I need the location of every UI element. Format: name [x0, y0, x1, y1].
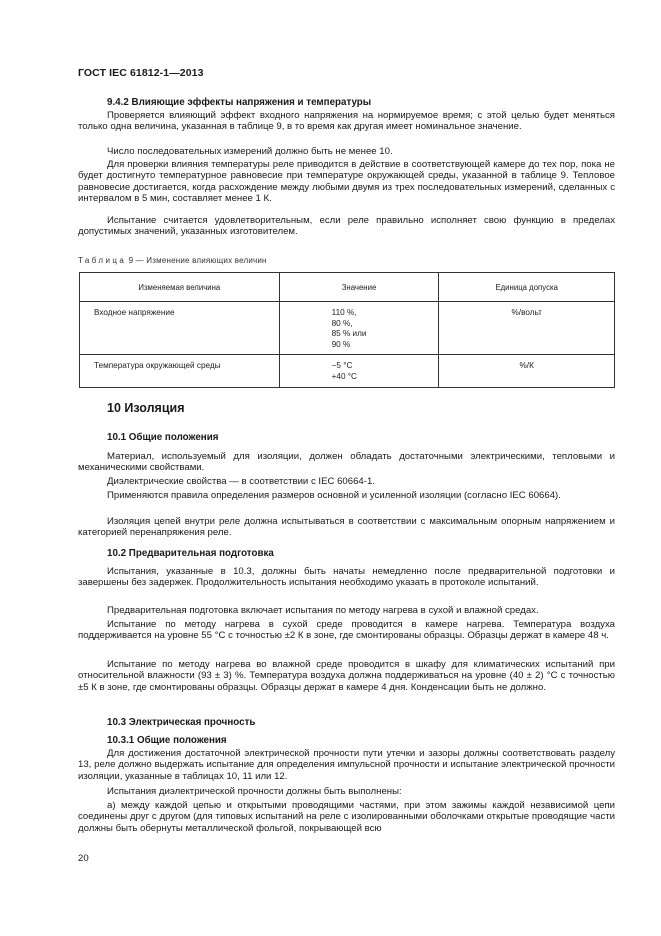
- table-row: [80, 355, 615, 387]
- document-header: ГОСТ IEC 61812-1—2013: [78, 67, 204, 79]
- table-cell-unit: %/вольт: [439, 302, 615, 355]
- table-caption-word: Таблица: [78, 256, 127, 265]
- table-caption: [78, 256, 267, 265]
- paragraph: Проверяется влияющий эффект входного напряжения на нормируемое время; с этой целью будет меняться только одна величина, указанная в таблице 9, в то время как другая имеет номинальное значение.: [78, 110, 615, 133]
- table-row: [80, 302, 615, 355]
- paragraph: Применяются правила определения размеров основной и усиленной изоляции (согласно IEC 60664).: [107, 490, 561, 501]
- table-caption-text: 9 — Изменение влияющих величин: [128, 256, 267, 265]
- section-10-title: 10 Изоляция: [107, 401, 185, 415]
- table-cell-values: [279, 302, 439, 355]
- section-9-4-2-title: 9.4.2 Влияющие эффекты напряжения и температуры: [107, 97, 372, 108]
- paragraph: Предварительная подготовка включает испытания по методу нагрева в сухой и влажной средах.: [107, 605, 539, 616]
- section-10-3-1-title: 10.3.1 Общие положения: [107, 735, 227, 746]
- table-header-cell: Значение: [279, 273, 439, 302]
- paragraph: Испытание считается удовлетворительным, если реле правильно исполняет свою функцию в пределах допустимых значений, указанных изготовителем.: [78, 215, 615, 238]
- table-cell-values: [279, 355, 439, 387]
- paragraph: а) между каждой цепью и открытыми проводящими частями, при этом зажимы каждой независимой цепи соединены друг с другом (для типовых испытаний на реле с изолированными оболочками открытые проводящие части должны быть обернуты металлической фольгой, покрывающей всю: [78, 800, 615, 834]
- value-line: 80 %,: [331, 318, 353, 328]
- value-line: +40 °С: [331, 371, 357, 381]
- paragraph: Число последовательных измерений должно быть не менее 10.: [107, 146, 393, 157]
- page-number: 20: [78, 853, 89, 864]
- paragraph: Испытания, указанные в 10.3, должны быть начаты немедленно после предварительной подготовки и завершены без задержек. Продолжительность испытания необходимо указать в протоколе испытаний.: [78, 566, 615, 589]
- paragraph: Изоляция цепей внутри реле должна испытываться в соответствии с максимальным опорным напряжением и категорией перенапряжения реле.: [78, 516, 615, 539]
- table-header-cell: Единица допуска: [439, 273, 615, 302]
- paragraph: Испытание по методу нагрева в сухой среде проводится в камере нагрева. Температура воздуха поддерживается на уровне 55 °С с точностью ±2 К в зоне, где смонтированы образцы. Образцы держат в камере 48 ч.: [78, 619, 615, 642]
- paragraph: Для проверки влияния температуры реле приводится в действие в соответствующей камере до тех пор, пока не будет достигнуто температурное равновесие при температуре окружающей среды, указанной в таблице 9. Тепловое равновесие достигается, когда расхождение между любыми двумя из трех последовательных измерений, сделанных с интервалом в 5 мин, составляет менее 1 К.: [78, 159, 615, 205]
- section-10-3-title: 10.3 Электрическая прочность: [107, 717, 256, 728]
- value-line: 90 %: [331, 339, 351, 349]
- table-header-row: [80, 273, 615, 302]
- paragraph: Для достижения достаточной электрической прочности пути утечки и зазоры должны соответствовать разделу 13, реле должно выдержать испытание для определения импульсной прочности и испытание электрической прочности изоляции, указанные в таблицах 10, 11 или 12.: [78, 748, 615, 782]
- section-10-1-title: 10.1 Общие положения: [107, 432, 219, 443]
- table-header-cell: Изменяемая величина: [80, 273, 280, 302]
- value-line: 85 % или: [331, 329, 367, 339]
- table-9: [79, 272, 615, 388]
- table-cell-name: Входное напряжение: [80, 302, 280, 355]
- paragraph: Испытания диэлектрической прочности должны быть выполнены:: [107, 786, 402, 797]
- table-cell-unit: %/К: [439, 355, 615, 387]
- table-cell-name: Температура окружающей среды: [80, 355, 280, 387]
- value-line: −5 °С: [331, 361, 353, 371]
- section-10-2-title: 10.2 Предварительная подготовка: [107, 548, 274, 559]
- paragraph: Диэлектрические свойства — в соответствии с IEC 60664-1.: [107, 476, 375, 487]
- paragraph: Материал, используемый для изоляции, должен обладать достаточными электрическими, тепловыми и механическими свойствами.: [78, 451, 615, 474]
- paragraph: Испытание по методу нагрева во влажной среде проводится в шкафу для климатических испытаний при относительной влажности (93 ± 3) %. Температура воздуха должна поддерживаться на уровне (40 ± 2) °С с точностью ±5 К в зоне, где смонтированы образцы. Образцы держат в камере 4 дня. Конденсации быть не должно.: [78, 659, 615, 693]
- value-line: 110 %,: [331, 308, 357, 317]
